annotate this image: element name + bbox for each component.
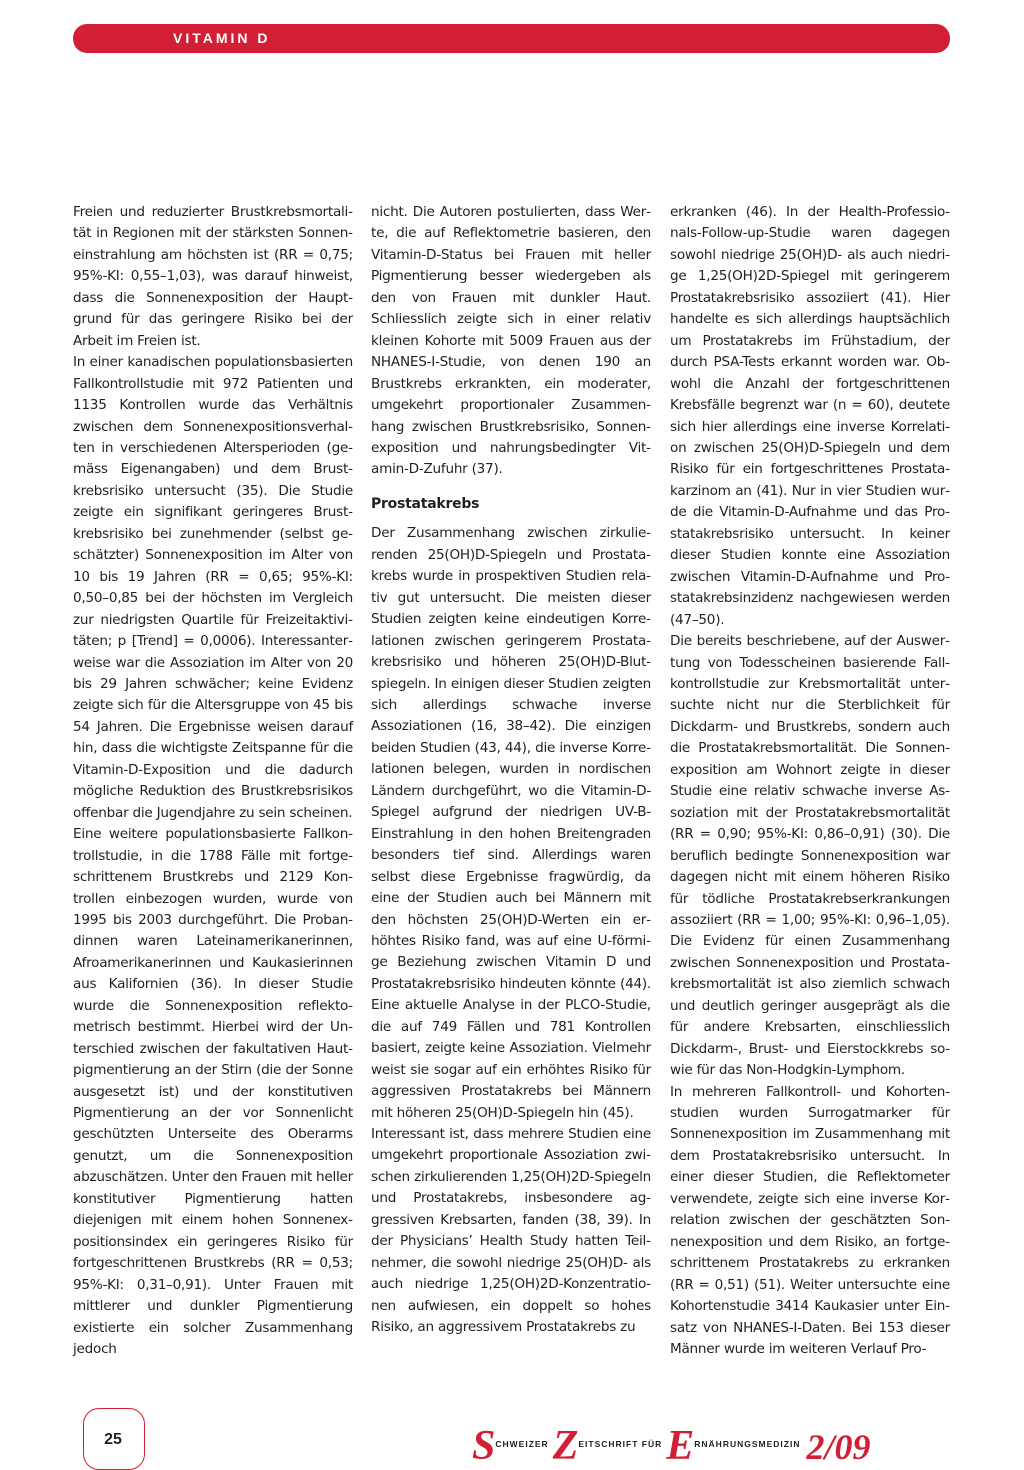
section-header-bar — [73, 24, 950, 53]
section-subheading: Prostatakrebs — [371, 495, 480, 512]
paragraph: Die bereits beschriebene, auf der Auswertung von Todesscheinen basierende Fallkontrollstudie zur Krebsmortalität untersuchte nicht nur die Sterblichkeit für Dickdarm- und Brustkrebs, sondern auch die Prostatakrebsmortalität. Die Sonnenexposition am Wohnort zeigte in dieser Studie eine relativ schwache inverse Assoziation mit der Prostatakrebsmortalität (RR = 0,90; 95%-KI: 0,86–0,91) (30). Die beruflich bedingte Sonnenexposition war dagegen nicht mit einem höheren Risiko für tödliche Prostatakrebserkrankungen assoziiert (RR = 1,00; 95%-KI: 0,96–1,05). Die Evidenz für einen Zusammenhang zwischen Sonnenexposition und Prostatakrebsmortalität ist also ziemlich schwach und deutlich geringer ausgeprägt als die für andere Krebsarten, einschliesslich Dickdarm-, Brust- und Eierstockkrebs sowie für das Non-Hodgkin-Lymphom. — [670, 633, 950, 1079]
paragraph: In einer kanadischen populationsbasierten Fallkontrollstudie mit 972 Patienten und 1135 Kontrollen wurde das Verhältnis zwischen dem Sonnenexpositionsverhalten in verschiedenen Altersperioden (gemäss Eigenangaben) und dem Brustkrebsrisiko untersucht (35). Die Studie zeigte ein signifikant geringeres Brustkrebsrisiko bei zunehmender (selbst geschätzter) Sonnenexposition im Alter von 10 bis 19 Jahren (RR = 0,65; 95%-KI: 0,50–0,85 bei der höchsten im Vergleich zur niedrigsten Quartile für Freizeitaktivitäten; p [Trend] = 0,0006). Interessanterweise war die Assoziation im Alter von 20 bis 29 Jahren schwächer; keine Evidenz zeigte sich für die Altersgruppe von 45 bis 54 Jahren. Die Ergebnisse weisen darauf hin, dass die wichtigste Zeitspanne für die Vitamin-D-Exposition und die dadurch mögliche Reduktion des Brustkrebsrisikos offenbar die Jugendjahre zu sein scheinen. — [73, 354, 353, 821]
text-column-3 — [670, 202, 950, 1360]
journal-initial-z: Z — [552, 1423, 579, 1469]
paragraph: nicht. Die Autoren postulierten, dass Werte, die auf Reflektometrie basieren, den Vitamin-D-Status bei Frauen mit heller Pigmentierung besser wiedergeben als den von Frauen mit dunkler Haut. Schliesslich zeigte sich in einer relativ kleinen Kohorte mit 5009 Frauen aus der NHANES-I-Studie, von denen 190 an Brustkrebs erkrankten, ein moderater, umgekehrt proportionaler Zusammenhang zwischen Brustkrebsrisiko, Sonnenexposition und nahrungsbedingter Vitamin-D-Zufuhr (37). — [371, 204, 651, 478]
paragraph: Eine weitere populationsbasierte Fallkontrollstudie, in die 1788 Fälle mit fortgeschrittenem Brustkrebs und 2129 Kontrollen einbezogen wurden, wurde von 1995 bis 2003 durchgeführt. Die Probandinnen waren Lateinamerikanerinnen, Afroamerikanerinnen und Kaukasierinnen aus Kalifornien (36). In dieser Studie wurde die Sonnenexposition reflektometrisch bestimmt. Hierbei wird der Unterschied zwischen der fakultativen Hautpigmentierung an der Stirn (die der Sonne ausgesetzt ist) und der konstitutiven Pigmentierung an der vor Sonnenlicht geschützten Unterseite des Oberarms genutzt, um die Sonnenexposition abzuschätzen. Unter den Frauen mit heller konstitutiver Pigmentierung hatten diejenigen mit einem hohen Sonnenexpositionsindex ein geringeres Risiko für fortgeschrittenen Brustkrebs (RR = 0,53; 95%-KI: 0,31–0,91). Unter Frauen mit mittlerer und dunkler Pigmentierung existierte ein solcher Zusammenhang jedoch — [73, 826, 353, 1358]
page-number-box — [83, 1408, 145, 1470]
journal-initial-s: S — [472, 1423, 496, 1469]
paragraph: Der Zusammenhang zwischen zirkulierenden 25(OH)D-Spiegeln und Prostatakrebs wurde in prospektiven Studien relativ gut untersucht. Die meisten dieser Studien zeigten keine eindeutigen Korrelationen zwischen geringerem Prostatakrebsrisiko und höheren 25(OH)D-Blutspiegeln. In einigen dieser Studien zeigten sich allerdings schwache inverse Assoziationen (16, 38–42). Die einzigen beiden Studien (43, 44), die inverse Korrelationen belegen, wurden in nordischen Ländern durchgeführt, wo die Vitamin-D-Spiegel aufgrund der niedrigen UV-B-Einstrahlung in den hohen Breitengraden besonders tief sind. Allerdings waren selbst diese Ergebnisse fragwürdig, da eine der Studien auch bei Männern mit den höchsten 25(OH)D-Werten ein erhöhtes Risiko fand, was auf eine U-förmige Beziehung zwischen Vitamin D und Prostatakrebsrisiko hindeuten könnte (44). Eine aktuelle Analyse in der PLCO-Studie, die auf 749 Fällen und 781 Kontrollen basiert, zeigte keine Assoziation. Vielmehr weist sie sogar auf ein erhöhtes Risiko für aggressiven Prostatakrebs bei Männern mit höheren 25(OH)D-Spiegeln hin (45). — [371, 525, 651, 1121]
journal-title — [472, 1422, 870, 1468]
paragraph: erkranken (46). In der Health-Professionals-Follow-up-Studie waren dagegen sowohl niedrige 25(OH)D- als auch niedrige 1,25(OH)2D-Spiegel mit geringerem Prostatakrebsrisiko assoziiert (41). Hier handelte es sich allerdings hauptsächlich um Prostatakrebs im Frühstadium, der durch PSA-Tests erkannt worden war. Obwohl die Anzahl der fortgeschrittenen Krebsfälle begrenzt war (n = 60), deutete sich hier allerdings eine inverse Korrelation zwischen 25(OH)D-Spiegeln und dem Risiko für ein fortgeschrittenes Prostatakarzinom an (41). Nur in vier Studien wurde die Vitamin-D-Aufnahme und das Prostatakrebsrisiko untersucht. In keiner dieser Studien konnte eine Assoziation zwischen Vitamin-D-Aufnahme und Prostatakrebsinzidenz nachgewiesen werden (47–50). — [670, 204, 950, 628]
journal-word-schweizer: CHWEIZER — [495, 1439, 549, 1449]
text-column-1 — [73, 202, 353, 1360]
journal-issue: 2/09 — [806, 1427, 871, 1467]
section-title: VITAMIN D — [173, 30, 271, 46]
paragraph: Interessant ist, dass mehrere Studien eine umgekehrt proportionale Assoziation zwischen zirkulierenden 1,25(OH)2D-Spiegeln und Prostatakrebs, insbesondere aggressiven Krebsarten, fanden (38, 39). In der Physicians’ Health Study hatten Teilnehmer, die sowohl niedrige 25(OH)D- als auch niedrige 1,25(OH)2D-Konzentrationen aufwiesen, ein doppelt so hohes Risiko, an aggressivem Prostatakrebs zu — [371, 1126, 651, 1336]
text-column-2 — [371, 202, 651, 1339]
journal-word-ernaehrungsmedizin: RNÄHRUNGSMEDIZIN — [694, 1439, 801, 1449]
journal-initial-e: E — [666, 1423, 695, 1469]
page-number: 25 — [104, 1431, 122, 1448]
journal-word-zeitschrift: EITSCHRIFT FÜR — [578, 1439, 663, 1449]
paragraph: Freien und reduzierter Brustkrebsmortalität in Regionen mit der stärksten Sonneneinstrahlung am höchsten ist (RR = 0,75; 95%-KI: 0,55–1,03), was darauf hinweist, dass die Sonnenexposition der Hauptgrund für das geringere Risiko bei der Arbeit im Freien ist. — [73, 204, 353, 349]
paragraph: In mehreren Fallkontroll- und Kohortenstudien wurden Surrogatmarker für Sonnenexposition im Zusammenhang mit dem Prostatakrebsrisiko untersucht. In einer dieser Studien, die Reflektometer verwendete, zeigte sich eine inverse Korrelation zwischen der geschätzten Sonnenexposition und dem Risiko, an fortgeschrittenem Prostatakrebs zu erkranken (RR = 0,51) (51). Weiter untersuchte eine Kohortenstudie 3414 Kaukasier unter Einsatz von NHANES-I-Daten. Bei 153 dieser Männer wurde im weiteren Verlauf Pro- — [670, 1083, 950, 1358]
